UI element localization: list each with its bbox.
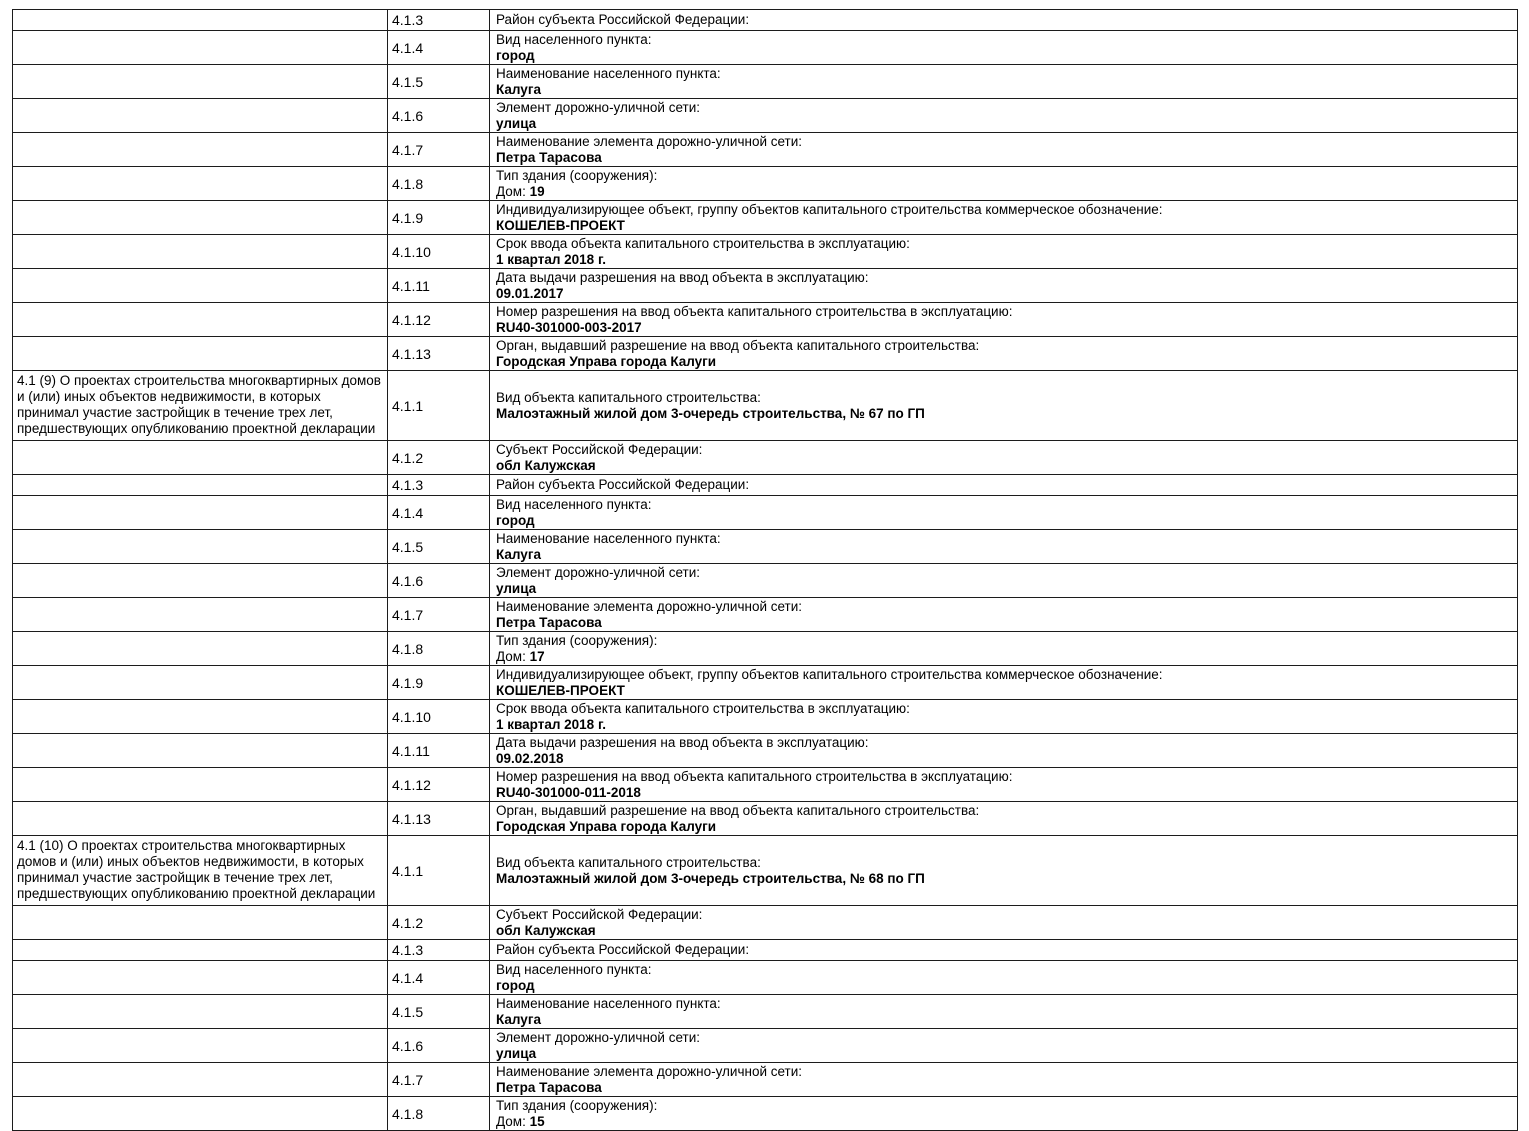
table-row <box>13 564 1518 598</box>
section-description-empty <box>13 530 388 564</box>
row-content <box>490 303 1518 337</box>
row-content <box>490 201 1518 235</box>
section-description-empty <box>13 734 388 768</box>
row-number: 4.1.11 <box>388 734 490 768</box>
row-number: 4.1.9 <box>388 666 490 700</box>
section-description-empty <box>13 632 388 666</box>
field-value-text: 19 <box>529 183 545 199</box>
section-description-empty <box>13 133 388 167</box>
row-number: 4.1.3 <box>388 475 490 496</box>
field-label: Наименование населенного пункта: <box>496 531 721 546</box>
field-label: Номер разрешения на ввод объекта капитального строительства в эксплуатацию: <box>496 304 1013 319</box>
field-value: Калуга <box>496 1011 541 1027</box>
section-description-empty <box>13 700 388 734</box>
table-row <box>13 598 1518 632</box>
row-content <box>490 371 1518 441</box>
row-number: 4.1.10 <box>388 700 490 734</box>
row-content <box>490 700 1518 734</box>
section-description-empty <box>13 598 388 632</box>
row-content <box>490 10 1518 31</box>
field-value: улица <box>496 115 537 131</box>
field-label: Тип здания (сооружения): <box>496 633 658 648</box>
field-label: Элемент дорожно-уличной сети: <box>496 1030 701 1045</box>
field-label: Тип здания (сооружения): <box>496 1098 658 1113</box>
field-value: Калуга <box>496 81 541 97</box>
field-value <box>496 1114 1511 1130</box>
table-row <box>13 666 1518 700</box>
declaration-table-body <box>13 10 1518 1131</box>
row-number: 4.1.3 <box>388 940 490 961</box>
field-label: Наименование населенного пункта: <box>496 996 721 1011</box>
table-row <box>13 31 1518 65</box>
field-label: Район субъекта Российской Федерации: <box>496 477 750 493</box>
field-label: Вид населенного пункта: <box>496 497 652 512</box>
row-content <box>490 802 1518 836</box>
table-row <box>13 303 1518 337</box>
table-row <box>13 441 1518 475</box>
field-value: RU40-301000-011-2018 <box>496 784 641 800</box>
field-value: Петра Тарасова <box>496 614 602 630</box>
section-description: 4.1 (10) О проектах строительства многоквартирных домов и (или) иных объектов недвижимости, в которых принимал участие застройщик в течение трех лет, предшествующих опубликованию проектной декларации <box>13 836 388 906</box>
row-content <box>490 1029 1518 1063</box>
table-row <box>13 337 1518 371</box>
table-row <box>13 65 1518 99</box>
field-value: Городская Управа города Калуги <box>496 818 717 834</box>
field-label: Район субъекта Российской Федерации: <box>496 12 750 28</box>
row-number: 4.1.5 <box>388 65 490 99</box>
table-row <box>13 133 1518 167</box>
row-content <box>490 133 1518 167</box>
section-description-empty <box>13 65 388 99</box>
table-row <box>13 836 1518 906</box>
table-row <box>13 768 1518 802</box>
field-value: Малоэтажный жилой дом 3-очередь строительства, № 68 по ГП <box>496 870 925 886</box>
row-number: 4.1.8 <box>388 167 490 201</box>
field-value: город <box>496 512 535 528</box>
field-value-prefix: Дом: <box>496 183 530 199</box>
row-number: 4.1.6 <box>388 1029 490 1063</box>
row-content <box>490 167 1518 201</box>
field-value: Малоэтажный жилой дом 3-очередь строительства, № 67 по ГП <box>496 405 925 421</box>
field-value: улица <box>496 1045 537 1061</box>
field-label: Срок ввода объекта капитального строительства в эксплуатацию: <box>496 236 910 251</box>
row-number: 4.1.13 <box>388 337 490 371</box>
row-content <box>490 995 1518 1029</box>
table-row <box>13 10 1518 31</box>
row-number: 4.1.4 <box>388 496 490 530</box>
table-row <box>13 906 1518 940</box>
row-content <box>490 99 1518 133</box>
row-content <box>490 598 1518 632</box>
row-number: 4.1.8 <box>388 632 490 666</box>
row-number: 4.1.13 <box>388 802 490 836</box>
field-value: обл Калужская <box>496 457 596 473</box>
table-row <box>13 734 1518 768</box>
row-number: 4.1.12 <box>388 768 490 802</box>
section-description-empty <box>13 31 388 65</box>
row-content <box>490 940 1518 961</box>
field-value-prefix: Дом: <box>496 1113 530 1129</box>
row-content <box>490 961 1518 995</box>
field-label: Наименование элемента дорожно-уличной сети: <box>496 1064 803 1079</box>
field-label: Субъект Российской Федерации: <box>496 907 703 922</box>
table-row <box>13 371 1518 441</box>
field-value: 1 квартал 2018 г. <box>496 251 606 267</box>
field-label: Наименование элемента дорожно-уличной сети: <box>496 134 803 149</box>
row-content <box>490 666 1518 700</box>
table-row <box>13 802 1518 836</box>
field-label: Дата выдачи разрешения на ввод объекта в эксплуатацию: <box>496 735 869 750</box>
field-label: Номер разрешения на ввод объекта капитального строительства в эксплуатацию: <box>496 769 1013 784</box>
field-value: Петра Тарасова <box>496 149 602 165</box>
table-row <box>13 1097 1518 1131</box>
field-label: Вид населенного пункта: <box>496 962 652 977</box>
section-description-empty <box>13 441 388 475</box>
section-description-empty <box>13 99 388 133</box>
section-description-empty <box>13 768 388 802</box>
row-content <box>490 768 1518 802</box>
field-label: Район субъекта Российской Федерации: <box>496 942 750 958</box>
table-row <box>13 99 1518 133</box>
field-value-prefix: Дом: <box>496 648 530 664</box>
row-content <box>490 31 1518 65</box>
field-value <box>496 649 1511 665</box>
field-label: Вид объекта капитального строительства: <box>496 855 761 870</box>
row-number: 4.1.10 <box>388 235 490 269</box>
row-content <box>490 337 1518 371</box>
field-label: Орган, выдавший разрешение на ввод объекта капитального строительства: <box>496 803 980 818</box>
row-number: 4.1.1 <box>388 836 490 906</box>
row-number: 4.1.4 <box>388 31 490 65</box>
field-label: Индивидуализирующее объект, группу объектов капитального строительства коммерческое обозначение: <box>496 202 1163 217</box>
field-label: Элемент дорожно-уличной сети: <box>496 100 701 115</box>
row-number: 4.1.6 <box>388 564 490 598</box>
section-description-empty <box>13 906 388 940</box>
section-description-empty <box>13 235 388 269</box>
table-row <box>13 475 1518 496</box>
section-description-empty <box>13 564 388 598</box>
section-description-empty <box>13 802 388 836</box>
section-description-empty <box>13 1029 388 1063</box>
table-row <box>13 235 1518 269</box>
row-content <box>490 496 1518 530</box>
row-content <box>490 235 1518 269</box>
field-value-text: 17 <box>529 648 545 664</box>
section-description-empty <box>13 337 388 371</box>
row-number: 4.1.1 <box>388 371 490 441</box>
table-row <box>13 632 1518 666</box>
table-row <box>13 530 1518 564</box>
section-description-empty <box>13 496 388 530</box>
row-content <box>490 734 1518 768</box>
section-description-empty <box>13 995 388 1029</box>
field-value: Петра Тарасова <box>496 1079 602 1095</box>
field-value: 09.02.2018 <box>496 750 564 766</box>
field-label: Орган, выдавший разрешение на ввод объекта капитального строительства: <box>496 338 980 353</box>
row-number: 4.1.2 <box>388 441 490 475</box>
row-number: 4.1.7 <box>388 133 490 167</box>
table-row <box>13 496 1518 530</box>
table-row <box>13 167 1518 201</box>
section-description-empty <box>13 1097 388 1131</box>
row-content <box>490 836 1518 906</box>
field-label: Дата выдачи разрешения на ввод объекта в эксплуатацию: <box>496 270 869 285</box>
row-content <box>490 530 1518 564</box>
field-value: КОШЕЛЕВ-ПРОЕКТ <box>496 682 625 698</box>
row-content <box>490 906 1518 940</box>
section-description-empty <box>13 666 388 700</box>
section-description-empty <box>13 269 388 303</box>
field-label: Субъект Российской Федерации: <box>496 442 703 457</box>
row-number: 4.1.7 <box>388 1063 490 1097</box>
field-label: Наименование населенного пункта: <box>496 66 721 81</box>
row-number: 4.1.2 <box>388 906 490 940</box>
field-value: КОШЕЛЕВ-ПРОЕКТ <box>496 217 625 233</box>
section-description-empty <box>13 10 388 31</box>
field-value <box>496 184 1511 200</box>
row-content <box>490 269 1518 303</box>
field-value: 1 квартал 2018 г. <box>496 716 606 732</box>
field-value: город <box>496 977 535 993</box>
field-label: Элемент дорожно-уличной сети: <box>496 565 701 580</box>
row-content <box>490 632 1518 666</box>
row-content <box>490 564 1518 598</box>
row-number: 4.1.3 <box>388 10 490 31</box>
table-row <box>13 1029 1518 1063</box>
table-row <box>13 201 1518 235</box>
section-description-empty <box>13 201 388 235</box>
section-description-empty <box>13 475 388 496</box>
row-content <box>490 441 1518 475</box>
section-description-empty <box>13 961 388 995</box>
field-value: Городская Управа города Калуги <box>496 353 717 369</box>
field-label: Вид населенного пункта: <box>496 32 652 47</box>
field-label: Индивидуализирующее объект, группу объектов капитального строительства коммерческое обозначение: <box>496 667 1163 682</box>
row-content <box>490 65 1518 99</box>
field-label: Вид объекта капитального строительства: <box>496 390 761 405</box>
row-content <box>490 475 1518 496</box>
field-value-text: 15 <box>529 1113 545 1129</box>
project-declaration-table <box>12 9 1518 1131</box>
row-number: 4.1.7 <box>388 598 490 632</box>
row-number: 4.1.9 <box>388 201 490 235</box>
field-label: Срок ввода объекта капитального строительства в эксплуатацию: <box>496 701 910 716</box>
field-value: RU40-301000-003-2017 <box>496 319 642 335</box>
field-value: Калуга <box>496 546 541 562</box>
table-row <box>13 269 1518 303</box>
section-description-empty <box>13 167 388 201</box>
field-value: город <box>496 47 535 63</box>
row-content <box>490 1097 1518 1131</box>
row-number: 4.1.11 <box>388 269 490 303</box>
row-number: 4.1.8 <box>388 1097 490 1131</box>
field-value: улица <box>496 580 537 596</box>
table-row <box>13 700 1518 734</box>
table-row <box>13 940 1518 961</box>
row-number: 4.1.4 <box>388 961 490 995</box>
table-row <box>13 995 1518 1029</box>
field-label: Наименование элемента дорожно-уличной сети: <box>496 599 803 614</box>
field-label: Тип здания (сооружения): <box>496 168 658 183</box>
row-number: 4.1.5 <box>388 995 490 1029</box>
field-value: обл Калужская <box>496 922 596 938</box>
section-description-empty <box>13 940 388 961</box>
row-number: 4.1.6 <box>388 99 490 133</box>
section-description: 4.1 (9) О проектах строительства многоквартирных домов и (или) иных объектов недвижимости, в которых принимал участие застройщик в течение трех лет, предшествующих опубликованию проектной декларации <box>13 371 388 441</box>
row-number: 4.1.12 <box>388 303 490 337</box>
field-value: 09.01.2017 <box>496 285 564 301</box>
row-number: 4.1.5 <box>388 530 490 564</box>
table-row <box>13 961 1518 995</box>
section-description-empty <box>13 303 388 337</box>
